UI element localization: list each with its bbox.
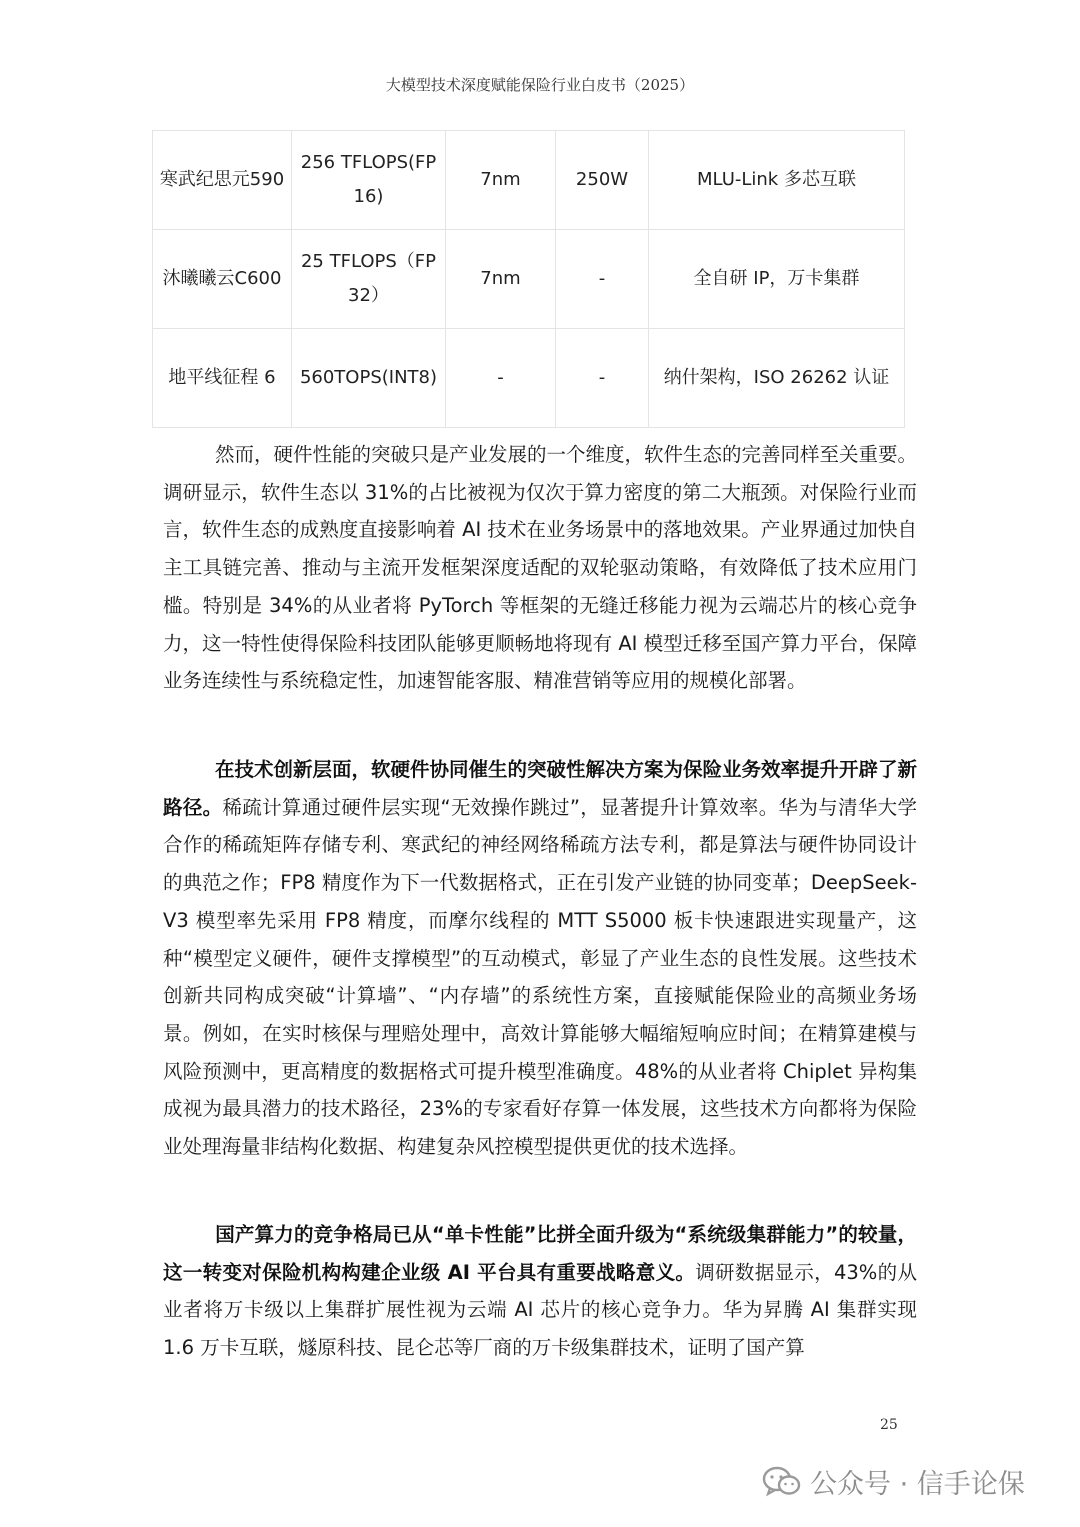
power-cell: - xyxy=(556,329,649,428)
chip-name-cell: 地平线征程 6 xyxy=(153,329,292,428)
paragraph-tech-innovation xyxy=(163,751,917,1166)
paragraph-text: 调研数据显示，43%的从业者将万卡级以上集群扩展性视为云端 AI 芯片的核心竞争力。华为昇腾 AI 集群实现 1.6 万卡互联，燧原科技、昆仑芯等厂商的万卡级集群技术，证明了国产算 xyxy=(163,1260,917,1360)
process-cell: 7nm xyxy=(446,230,556,329)
chip-name-cell: 沐曦曦云C600 xyxy=(153,230,292,329)
compute-cell: 256 TFLOPS(FP16) xyxy=(292,131,446,230)
paragraph-competition xyxy=(163,1216,917,1367)
watermark-text: 公众号 · 信手论保 xyxy=(810,1469,1025,1500)
paragraph-lead-bold: 国产算力的竞争格局已从“单卡性能”比拼全面升级为“系统级集群能力”的较量，这一转变对保险机构构建企业级 AI 平台具有重要战略意义。 xyxy=(163,1223,917,1284)
paragraph-lead-bold: 在技术创新层面，软硬件协同催生的突破性解决方案为保险业务效率提升开辟了新路径。 xyxy=(163,758,918,819)
document-header: 大模型技术深度赋能保险行业白皮书（2025） xyxy=(385,76,695,94)
paragraph-text: 稀疏计算通过硬件层实现“无效操作跳过”，显著提升计算效率。华为与清华大学合作的稀疏矩阵存储专利、寒武纪的神经网络稀疏方法专利，都是算法与硬件协同设计的典范之作；FP8 精度作为下一代数据格式，正在引发产业链的协同变革；DeepSeek-V3 模型率先采用 FP8 精度，而摩尔线程的 MTT S5000 板卡快速跟进实现量产，这种“模型定义硬件，硬件支撑模型”的互动模式，彰显了产业生态的良性发展。这些技术创新共同构成突破“计算墙”、“内存墙”的系统性方案，直接赋能保险业的高频业务场景。例如，在实时核保与理赔处理中，高效计算能够大幅缩短响应时间；在精算建模与风险预测中，更高精度的数据格式可提升模型准确度。48%的从业者将 Chiplet 异构集成视为最具潜力的技术路径，23%的专家看好存算一体发展，这些技术方向都将为保险业处理海量非结构化数据、构建复杂风控模型提供更优的技术选择。 xyxy=(163,795,917,1159)
power-cell: - xyxy=(556,230,649,329)
watermark xyxy=(762,1462,1025,1501)
table-row xyxy=(153,329,905,428)
compute-cell: 25 TFLOPS（FP32） xyxy=(292,230,446,329)
feature-cell: 全自研 IP，万卡集群 xyxy=(649,230,905,329)
paragraph-software-ecosystem xyxy=(163,436,917,700)
wechat-icon xyxy=(762,1465,802,1499)
process-cell: - xyxy=(446,329,556,428)
paragraph-text: 然而，硬件性能的突破只是产业发展的一个维度，软件生态的完善同样至关重要。调研显示，软件生态以 31%的占比被视为仅次于算力密度的第二大瓶颈。对保险行业而言，软件生态的成熟度直接影响着 AI 技术在业务场景中的落地效果。产业界通过加快自主工具链完善、推动与主流开发框架深度适配的双轮驱动策略，有效降低了技术应用门槛。特别是 34%的从业者将 PyTorch 等框架的无缝迁移能力视为云端芯片的核心竞争力，这一特性使得保险科技团队能够更顺畅地将现有 AI 模型迁移至国产算力平台，保障业务连续性与系统稳定性，加速智能客服、精准营销等应用的规模化部署。 xyxy=(163,443,918,693)
page-number: 25 xyxy=(880,1417,898,1433)
table-row xyxy=(153,230,905,329)
feature-cell: MLU-Link 多芯互联 xyxy=(649,131,905,230)
power-cell: 250W xyxy=(556,131,649,230)
feature-cell: 纳什架构，ISO 26262 认证 xyxy=(649,329,905,428)
process-cell: 7nm xyxy=(446,131,556,230)
chip-name-cell: 寒武纪思元590 xyxy=(153,131,292,230)
compute-cell: 560TOPS(INT8) xyxy=(292,329,446,428)
chip-spec-table xyxy=(152,130,905,428)
table-row xyxy=(153,131,905,230)
